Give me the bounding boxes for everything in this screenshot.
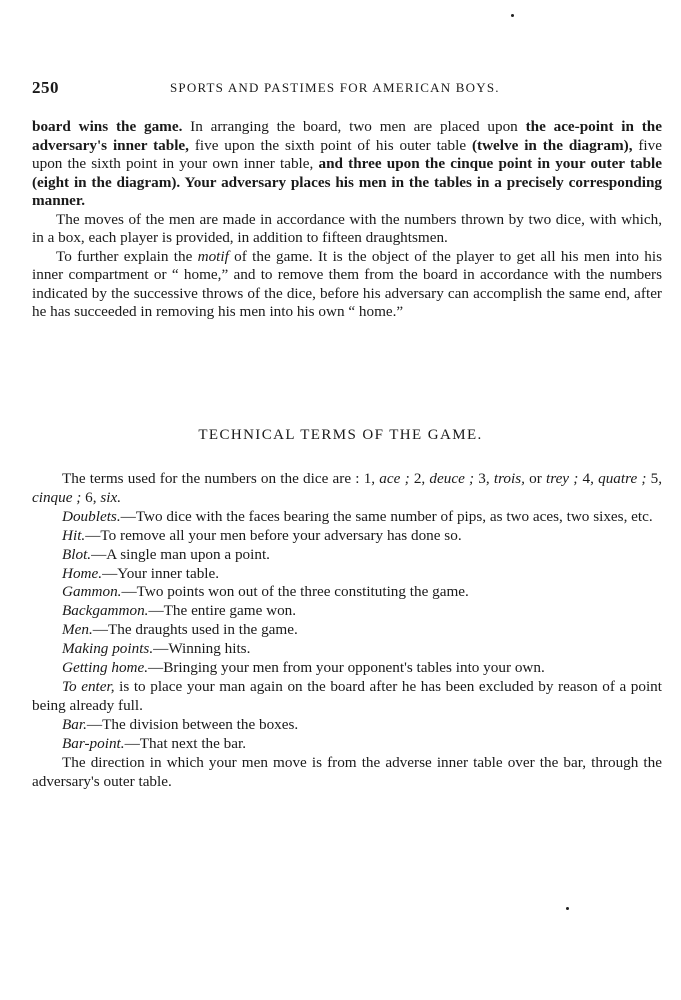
term-entry: [32, 546, 662, 565]
term-definition: —Two points won out of the three constituting the game.: [121, 583, 469, 601]
term-entry: [32, 659, 662, 678]
term-definition: —A single man upon a point.: [91, 545, 270, 563]
term-entry: [32, 735, 662, 754]
text-run: To further explain the: [56, 247, 198, 265]
term-name: Blot.: [62, 545, 92, 563]
text-run: 2,: [409, 470, 430, 487]
text-run: 6,: [81, 488, 101, 506]
term-name: Doublets.: [62, 507, 121, 525]
text-run: of the game. It is the object of the player to get all his men into his inner compartment or “ home,” and to remove them from the board in accordance with the numbers indicated by the successive throws of the dice, before his adversary can accomplish the same end, after he has succeeded in removing his men into his own “ home.”: [32, 247, 662, 320]
term-entry: [32, 583, 662, 602]
term-name: Gammon.: [62, 583, 122, 601]
dice-term: six.: [100, 488, 121, 506]
page-number: 250: [32, 78, 59, 97]
section-heading: TECHNICAL TERMS OF THE GAME.: [198, 427, 483, 443]
speck: [511, 14, 514, 17]
term-name: Backgammon.: [62, 602, 149, 620]
dice-term: deuce ;: [429, 470, 475, 487]
term-definition: —The entire game won.: [148, 602, 297, 620]
term-name: Hit.: [62, 526, 86, 544]
dice-term: trey ;: [546, 470, 579, 487]
term-name: To enter,: [62, 677, 115, 695]
running-head: SPORTS AND PASTIMES FOR AMERICAN BOYS.: [170, 80, 500, 95]
term-entry: [32, 678, 662, 716]
paragraph-arrangement: [32, 118, 662, 211]
text-run: (twelve in the diagram),: [471, 136, 633, 154]
page-header: [32, 78, 652, 100]
term-definition: is to place your man again on the board after he has been excluded by reason of a point being already full.: [32, 677, 662, 714]
paragraph-dice-terms: [32, 470, 662, 508]
text-run: 3,: [474, 470, 494, 487]
term-entry: [32, 621, 662, 640]
term-definition: —To remove all your men before your adversary has done so.: [85, 526, 462, 544]
term-entry: [32, 565, 662, 584]
term-definition: —The division between the boxes.: [86, 715, 299, 733]
dice-term: quatre ;: [598, 470, 647, 487]
intro-section: [32, 118, 662, 322]
term-definition: —Two dice with the faces bearing the same number of pips, as two aces, two sixes, etc.: [120, 507, 653, 525]
term-entry: [32, 602, 662, 621]
term-entry: [32, 508, 662, 527]
term-name: Making points.: [62, 640, 154, 658]
paragraph-motif: [32, 248, 662, 322]
text-run: five upon the sixth point of his outer table: [188, 136, 472, 154]
term-definition: —That next the bar.: [124, 734, 247, 752]
speck: [566, 907, 569, 910]
text-run: or: [524, 470, 546, 487]
terms-section: [32, 470, 662, 791]
motif-word: motif: [197, 247, 229, 265]
term-definition: —The draughts used in the game.: [92, 621, 298, 639]
term-name: Home.: [62, 564, 103, 582]
text-run: 5,: [646, 470, 663, 487]
term-entry: [32, 640, 662, 659]
text-run: board wins the game.: [32, 118, 183, 135]
text-run: 1,: [363, 470, 380, 487]
term-name: Men.: [62, 621, 93, 639]
term-definition: —Your inner table.: [102, 564, 220, 582]
paragraph-direction: The direction in which your men move is from the adverse inner table over the bar, through the adversary's outer table.: [32, 753, 662, 790]
text-run: five upon the sixth point in your own inner table,: [32, 136, 662, 172]
text-run: the ace-point in the adversary's inner table,: [32, 118, 662, 154]
dice-term: ace ;: [379, 470, 410, 487]
term-name: Getting home.: [62, 659, 149, 677]
term-definition: —Bringing your men from your opponent's tables into your own.: [148, 659, 545, 677]
term-entry: [32, 527, 662, 546]
dice-term: trois,: [493, 470, 525, 487]
dice-term: cinque ;: [32, 488, 82, 506]
term-name: Bar-point.: [62, 734, 125, 752]
term-entry: [32, 716, 662, 735]
text-run: In arranging the board, two men are placed upon: [182, 118, 526, 135]
term-name: Bar.: [62, 715, 87, 733]
text-run: Your adversary places his men in the tables in a precisely corresponding manner.: [32, 173, 662, 209]
text-run: 4,: [578, 470, 599, 487]
paragraph-moves: The moves of the men are made in accordance with the numbers thrown by two dice, with which, in a box, each player is provided, in addition to fifteen draughtsmen.: [32, 210, 662, 246]
text-run: The terms used for the numbers on the dice are :: [62, 470, 364, 487]
text-run: and three upon the cinque point in your outer table (eight in the diagram).: [32, 155, 662, 191]
term-definition: —Winning hits.: [153, 640, 251, 658]
